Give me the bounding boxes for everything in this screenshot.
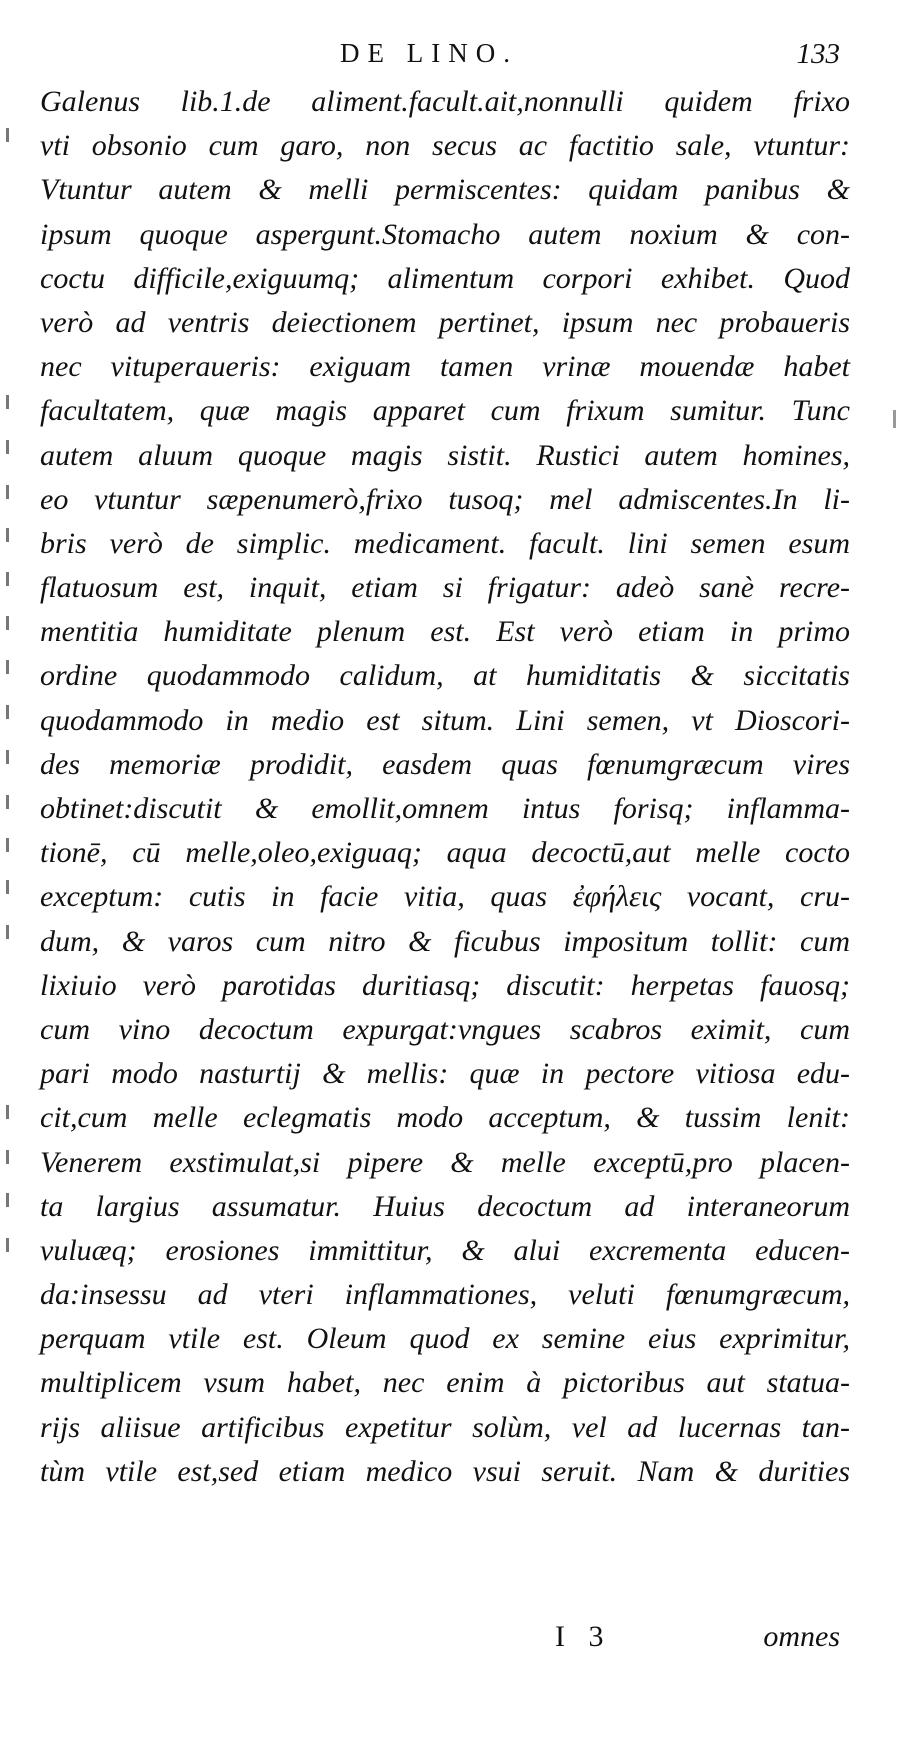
margin-mark bbox=[6, 1193, 9, 1207]
text-line: Venerem exstimulat,si pipere & melle exceptū,pro placen- bbox=[40, 1145, 850, 1179]
text-line: exceptum: cutis in facie vitia, quas ἐφήλεις vocant, cru- bbox=[40, 880, 850, 914]
margin-mark bbox=[6, 128, 9, 142]
text-line: vuluæq; erosiones immittitur, & alui excrementa educen- bbox=[40, 1233, 850, 1267]
text-line: vti obsonio cum garo, non secus ac factitio sale, vtuntur: bbox=[40, 129, 850, 163]
margin-mark bbox=[6, 880, 9, 894]
text-line: cum vino decoctum expurgat:vngues scabros eximit, cum bbox=[40, 1012, 850, 1046]
text-line: obtinet:discutit & emollit,omnem intus forisq; inflamma- bbox=[40, 792, 850, 825]
text-line: des memoriæ prodidit, easdem quas fœnumgræcum vires bbox=[40, 747, 850, 781]
text-line: da:insessu ad vteri inflammationes, veluti fœnumgræcum, bbox=[40, 1278, 850, 1312]
text-line: facultatem, quæ magis apparet cum frixum sumitur. Tunc bbox=[40, 394, 850, 428]
text-line: eo vtuntur sæpenumerò,frixo tusoq; mel admiscentes.In li- bbox=[40, 482, 850, 516]
text-line: perquam vtile est. Oleum quod ex semine eius exprimitur, bbox=[40, 1322, 850, 1356]
left-margin-bleed-through bbox=[0, 0, 18, 1737]
margin-mark bbox=[6, 1105, 9, 1119]
margin-mark bbox=[6, 528, 9, 542]
catchword: omnes bbox=[763, 1620, 840, 1653]
text-line: tionē, cū melle,oleo,exiguaq; aqua decoctū,aut melle cocto bbox=[40, 836, 850, 870]
margin-mark bbox=[6, 1150, 9, 1164]
margin-mark bbox=[6, 485, 9, 499]
margin-mark bbox=[6, 395, 9, 409]
margin-mark bbox=[6, 616, 9, 630]
signature-mark: I 3 bbox=[555, 1620, 612, 1653]
text-line: dum, & varos cum nitro & ficubus impositum tollit: cum bbox=[40, 924, 850, 958]
text-line: ordine quodammodo calidum, at humiditatis & siccitatis bbox=[40, 659, 850, 693]
text-line: Galenus lib.1.de aliment.facult.ait,nonnulli quidem frixo bbox=[40, 85, 850, 118]
text-line: ta largius assumatur. Huius decoctum ad interaneorum bbox=[40, 1189, 850, 1223]
text-line: mentitia humiditate plenum est. Est verò etiam in primo bbox=[40, 615, 850, 649]
text-line: Vtuntur autem & melli permiscentes: quidam panibus & bbox=[40, 173, 850, 207]
right-margin-bleed-through bbox=[893, 410, 896, 428]
text-line: tùm vtile est,sed etiam medico vsui seruit. Nam & durities bbox=[40, 1454, 850, 1488]
margin-mark bbox=[6, 440, 9, 454]
text-line: bris verò de simplic. medicament. facult. lini semen esum bbox=[40, 526, 850, 560]
margin-mark bbox=[6, 838, 9, 852]
text-line: autem aluum quoque magis sistit. Rustici autem homines, bbox=[40, 438, 850, 472]
body-text bbox=[40, 80, 850, 1494]
text-line: quodammodo in medio est situm. Lini semen, vt Dioscori- bbox=[40, 703, 850, 737]
running-head: DE LINO. bbox=[340, 38, 518, 68]
margin-mark bbox=[6, 705, 9, 719]
page-number: 133 bbox=[796, 38, 840, 70]
text-line: verò ad ventris deiectionem pertinet, ipsum nec probaueris bbox=[40, 305, 850, 339]
text-line: cit,cum melle eclegmatis modo acceptum, & tussim lenit: bbox=[40, 1101, 850, 1135]
margin-mark bbox=[6, 925, 9, 939]
text-line: flatuosum est, inquit, etiam si frigatur: adeò sanè recre- bbox=[40, 571, 850, 605]
text-line: multiplicem vsum habet, nec enim à pictoribus aut statua- bbox=[40, 1366, 850, 1400]
margin-mark bbox=[6, 795, 9, 809]
margin-mark bbox=[6, 1238, 9, 1252]
page-footer bbox=[40, 1620, 840, 1660]
margin-mark bbox=[6, 572, 9, 586]
text-line: coctu difficile,exiguumq; alimentum corpori exhibet. Quod bbox=[40, 261, 850, 295]
text-line: pari modo nasturtij & mellis: quæ in pectore vitiosa edu- bbox=[40, 1057, 850, 1091]
text-line: rijs aliisue artificibus expetitur solùm, vel ad lucernas tan- bbox=[40, 1410, 850, 1444]
page-header bbox=[40, 38, 840, 78]
text-line: ipsum quoque aspergunt.Stomacho autem noxium & con- bbox=[40, 217, 850, 251]
text-line: lixiuio verò parotidas duritiasq; discutit: herpetas fauosq; bbox=[40, 968, 850, 1002]
margin-mark bbox=[6, 750, 9, 764]
text-line: nec vituperaueris: exiguam tamen vrinæ mouendæ habet bbox=[40, 350, 850, 384]
margin-mark bbox=[6, 660, 9, 674]
